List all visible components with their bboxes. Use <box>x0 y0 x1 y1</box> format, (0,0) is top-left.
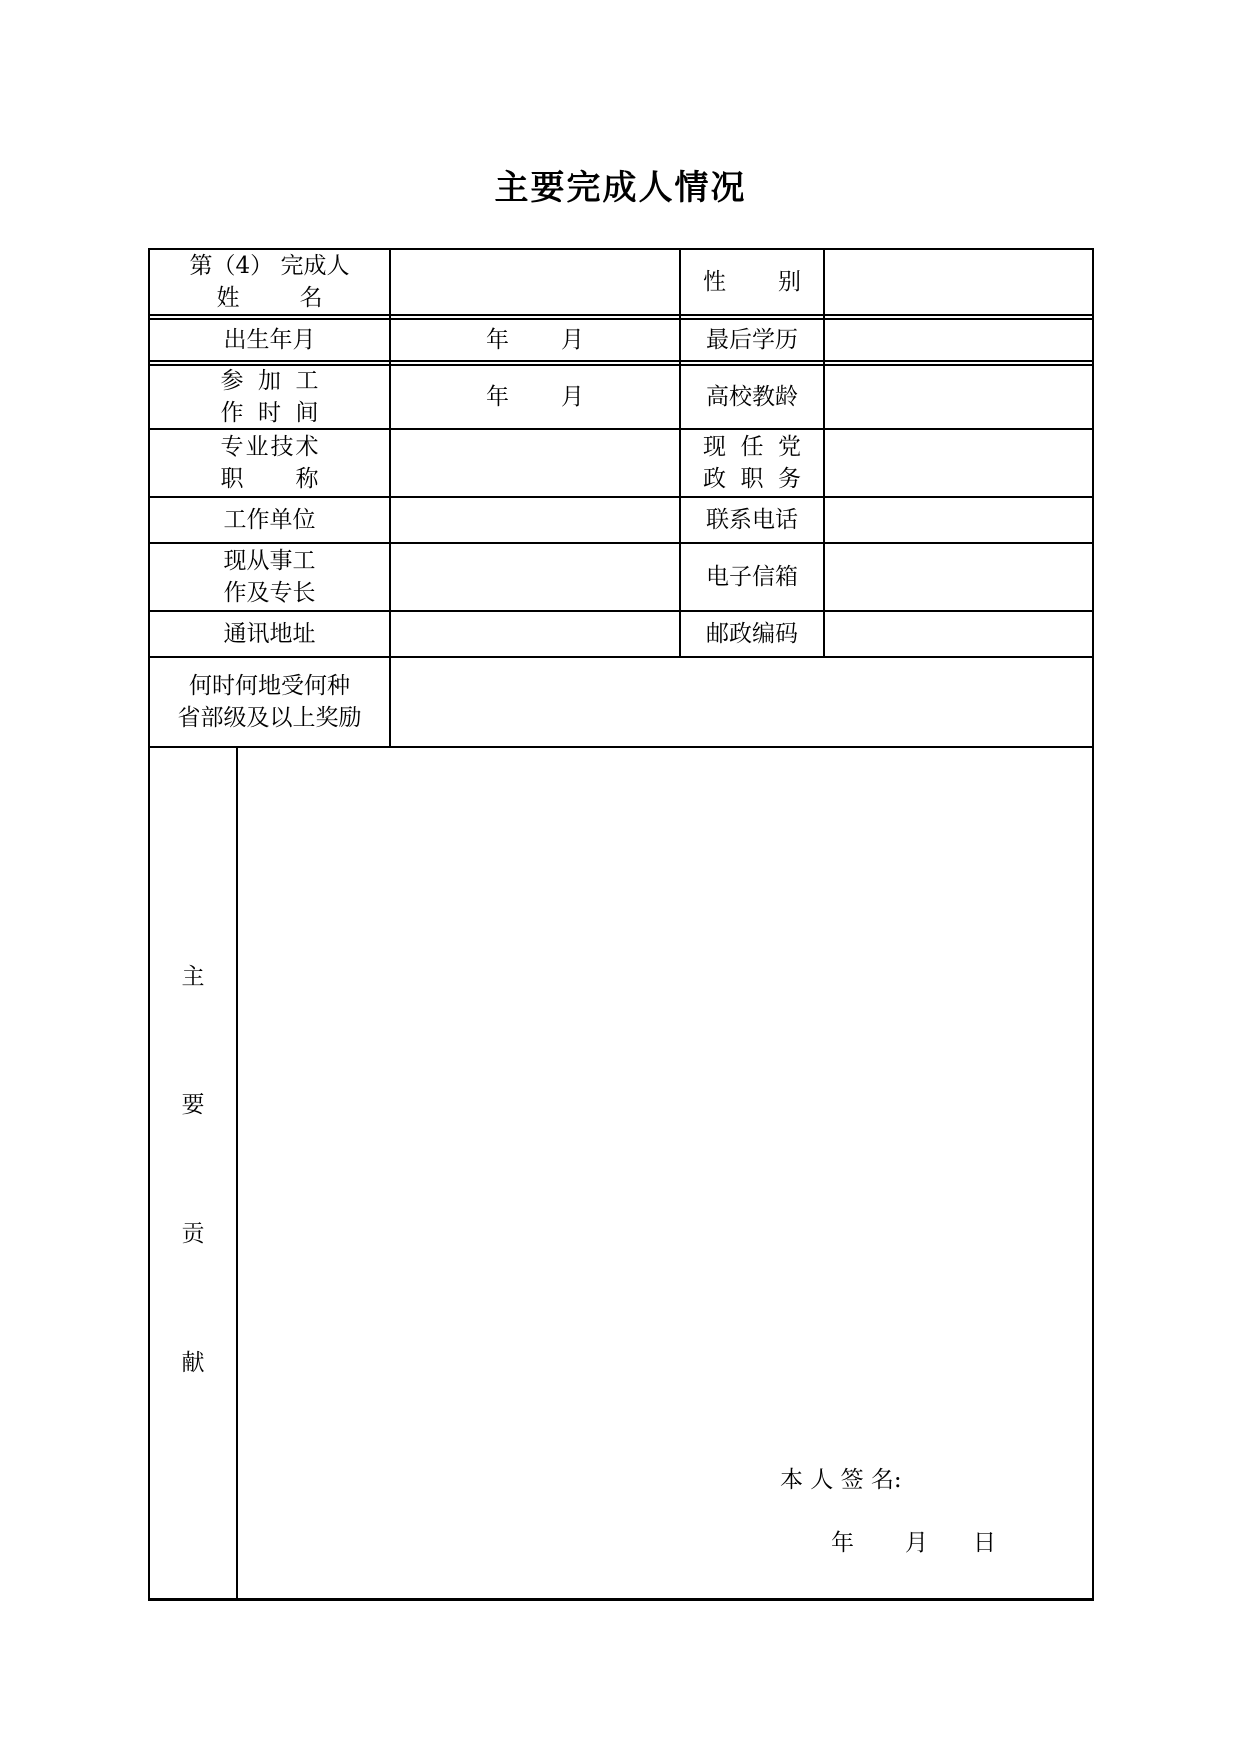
current-work-label-line2: 作及专长 <box>223 580 316 606</box>
contribution-content-area[interactable] <box>238 748 1092 1598</box>
signature-date-day: 日 <box>973 1530 996 1556</box>
professional-title-label-line2: 职 称 <box>220 466 319 492</box>
page-title: 主要完成人情况 <box>494 168 747 208</box>
work-start-label-line1: 参 加 工 <box>220 368 319 394</box>
postcode-label-cell <box>681 612 823 656</box>
address-value-cell[interactable] <box>391 612 679 656</box>
name-value-cell[interactable] <box>391 250 679 314</box>
birth-label: 出生年月 <box>223 327 316 353</box>
contribution-char-1: 主 <box>181 964 205 990</box>
contribution-char-4: 献 <box>181 1350 205 1376</box>
signature-date-year: 年 <box>831 1530 854 1556</box>
gender-label-cell <box>681 250 823 314</box>
work-start-value-cell[interactable] <box>391 366 679 428</box>
signature-label: 本 人 签 名: <box>780 1467 902 1493</box>
birth-value: 年 月 <box>486 327 584 353</box>
current-work-label-cell <box>150 544 389 610</box>
current-work-value-cell[interactable] <box>391 544 679 610</box>
phone-label-cell <box>681 498 823 542</box>
position-label-cell <box>681 430 823 496</box>
name-label-line1: 第（4） 完成人 <box>189 253 350 279</box>
awards-value-cell[interactable] <box>391 658 1092 746</box>
contribution-char-3: 贡 <box>181 1221 205 1247</box>
teaching-years-value-cell[interactable] <box>825 366 1092 428</box>
postcode-value-cell[interactable] <box>825 612 1092 656</box>
name-label-line2: 姓 名 <box>216 285 323 311</box>
employer-label: 工作单位 <box>223 507 316 533</box>
signature-date-month: 月 <box>905 1530 928 1556</box>
professional-title-value-cell[interactable] <box>391 430 679 496</box>
professional-title-label-cell <box>150 430 389 496</box>
professional-title-label-line1: 专业技术 <box>220 434 319 460</box>
position-value-cell[interactable] <box>825 430 1092 496</box>
education-label-cell <box>681 320 823 360</box>
work-start-label-line2: 作 时 间 <box>220 400 319 426</box>
postcode-label: 邮政编码 <box>706 621 798 647</box>
contribution-char-2: 要 <box>181 1092 205 1118</box>
education-value-cell[interactable] <box>825 320 1092 360</box>
gender-label: 性 别 <box>703 269 801 295</box>
employer-label-cell <box>150 498 389 542</box>
education-label: 最后学历 <box>706 327 798 353</box>
position-label-line2: 政 职 务 <box>703 466 801 492</box>
teaching-years-label-cell <box>681 366 823 428</box>
personnel-form-table <box>148 248 1094 1600</box>
position-label-line1: 现 任 党 <box>703 434 801 460</box>
work-start-value: 年 月 <box>486 384 584 410</box>
birth-label-cell <box>150 320 389 360</box>
phone-value-cell[interactable] <box>825 498 1092 542</box>
name-label-cell <box>150 250 389 314</box>
awards-label-line2: 省部级及以上奖励 <box>177 705 362 731</box>
work-start-label-cell <box>150 366 389 428</box>
gender-value-cell[interactable] <box>825 250 1092 314</box>
current-work-label-line1: 现从事工 <box>223 548 316 574</box>
teaching-years-label: 高校教龄 <box>706 384 798 410</box>
awards-label-line1: 何时何地受何种 <box>189 673 350 699</box>
phone-label: 联系电话 <box>706 507 798 533</box>
employer-value-cell[interactable] <box>391 498 679 542</box>
address-label-cell <box>150 612 389 656</box>
awards-label-cell <box>150 658 389 746</box>
email-value-cell[interactable] <box>825 544 1092 610</box>
email-label: 电子信箱 <box>706 564 798 590</box>
email-label-cell <box>681 544 823 610</box>
address-label: 通讯地址 <box>223 621 316 647</box>
birth-value-cell[interactable] <box>391 320 679 360</box>
